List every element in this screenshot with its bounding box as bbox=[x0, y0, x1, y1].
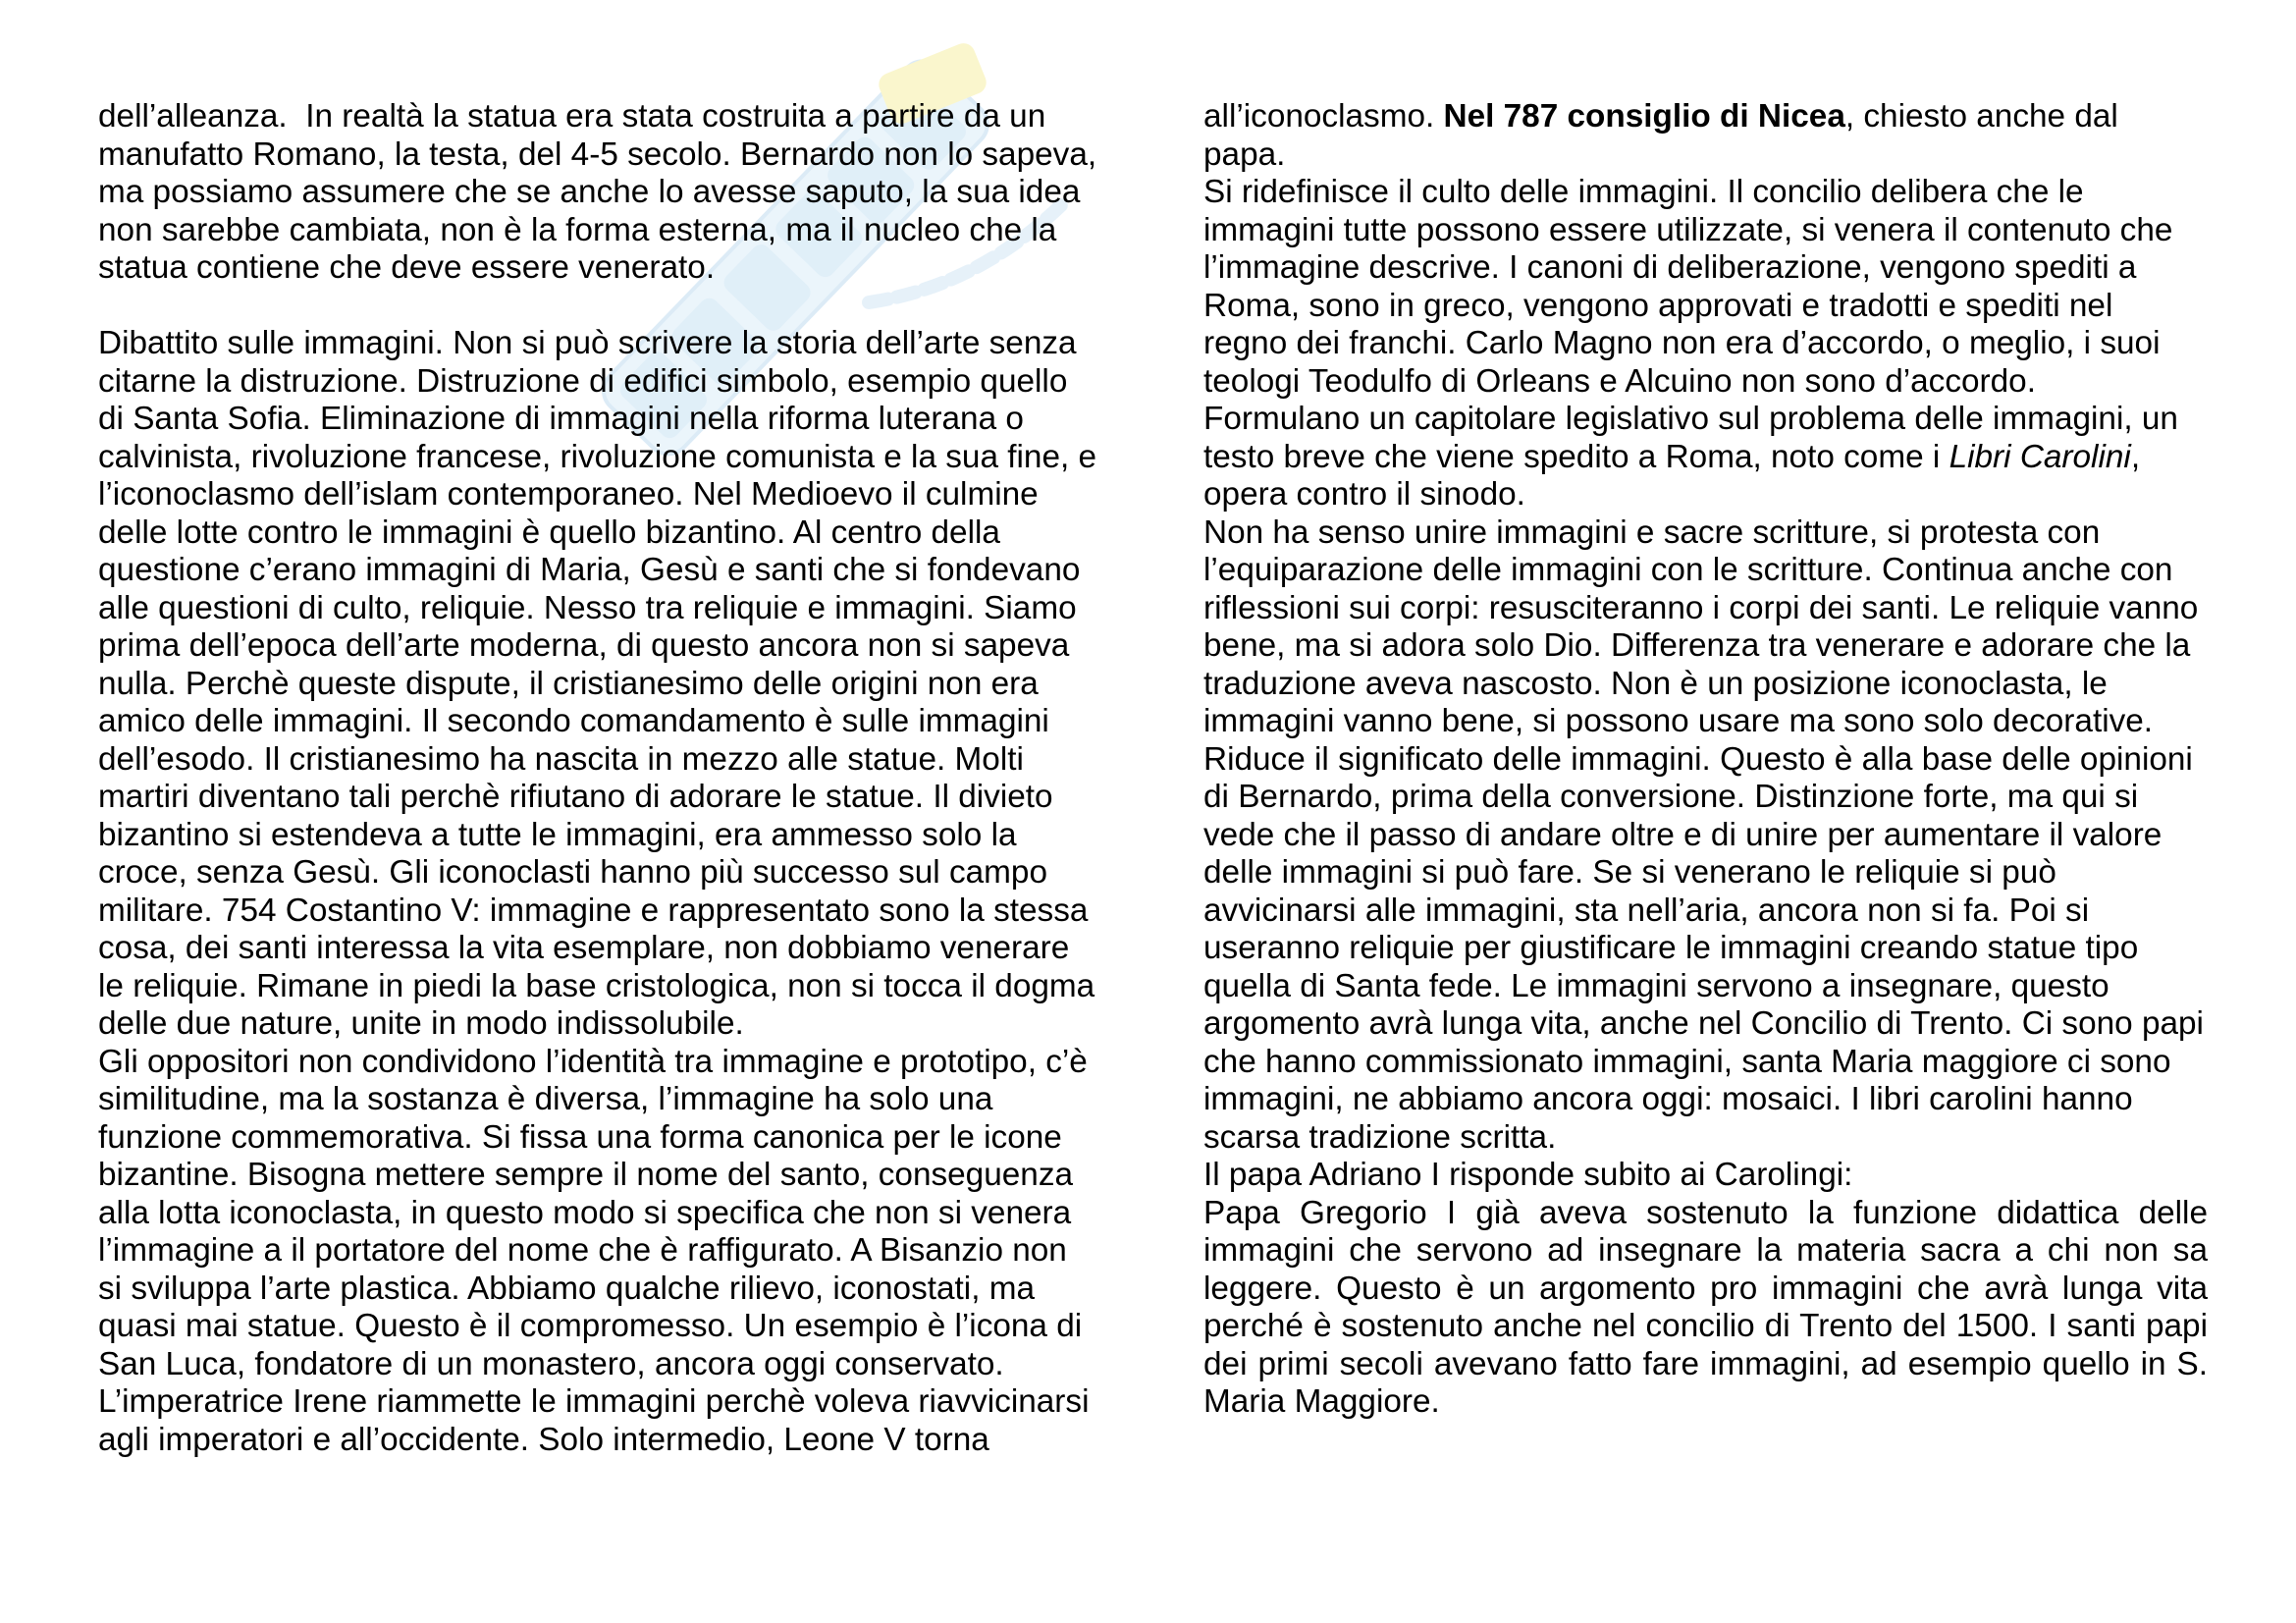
text-line bbox=[1203, 439, 2208, 477]
text-line: l’iconoclasmo dell’islam contemporaneo. Nel Medioevo il culmine bbox=[98, 476, 1039, 513]
text-line: le reliquie. Rimane in piedi la base cristologica, non si tocca il dogma bbox=[98, 967, 1095, 1004]
text-line: immagini tutte possono essere utilizzate, si venera il contenuto che bbox=[1203, 211, 2173, 248]
text-line: Papa Gregorio I già aveva sostenuto la funzione didattica delle bbox=[1203, 1194, 2208, 1231]
text-line: non sarebbe cambiata, non è la forma esterna, ma il nucleo che la bbox=[98, 211, 1057, 248]
text-line: dei primi secoli avevano fatto fare immagini, ad esempio quello in S. bbox=[1203, 1345, 2208, 1382]
text-line: immagini vanno bene, si possono usare ma sono solo decorative. bbox=[1203, 703, 2154, 739]
text-line: Roma, sono in greco, vengono approvati e tradotti e spediti nel bbox=[1203, 287, 2113, 324]
text-line: l’equiparazione delle immagini con le scritture. Continua anche con bbox=[1203, 552, 2173, 588]
text-line: statua contiene che deve essere venerato. bbox=[98, 249, 716, 286]
text-line: militare. 754 Costantino V: immagine e rappresentato sono la stessa bbox=[98, 892, 1089, 929]
text-line: immagini che servono ad insegnare la materia sacra a chi non sa bbox=[1203, 1232, 2208, 1269]
text-line: Dibattito sulle immagini. Non si può scrivere la storia dell’arte senza bbox=[98, 325, 1077, 361]
text-line: ma possiamo assumere che se anche lo avesse saputo, la sua idea bbox=[98, 174, 1081, 210]
text-line: martiri diventano tali perchè rifiutano di adorare le statue. Il divieto bbox=[98, 779, 1053, 815]
text-line: manufatto Romano, la testa, del 4-5 secolo. Bernardo non lo sapeva, bbox=[98, 135, 1097, 173]
text-line: papa. bbox=[1203, 135, 1286, 173]
text-line: questione c’erano immagini di Maria, Gesù e santi che si fondevano bbox=[98, 552, 1081, 588]
text-line: dell’alleanza. In realtà la statua era stata costruita a partire da un bbox=[98, 98, 1046, 135]
text-line: bizantine. Bisogna mettere sempre il nome del santo, conseguenza bbox=[98, 1157, 1074, 1193]
text-line: L’imperatrice Irene riammette le immagini perchè voleva riavvicinarsi bbox=[98, 1383, 1090, 1420]
text-line: traduzione aveva nascosto. Non è un posizione iconoclasta, le bbox=[1203, 665, 2108, 702]
text-line: scarsa tradizione scritta. bbox=[1203, 1118, 1557, 1156]
bold-text: Nel 787 consiglio di Nicea bbox=[1443, 98, 1845, 135]
paragraph-culto bbox=[1203, 174, 2208, 401]
text-line: di Santa Sofia. Eliminazione di immagini nella riforma luterana o bbox=[98, 401, 1024, 437]
text-run: , chiesto anche dal bbox=[1844, 98, 2118, 135]
text-line: che hanno commissionato immagini, santa Maria maggiore ci sono bbox=[1203, 1043, 2171, 1080]
text-line: similitudine, ma la sostanza è diversa, l’immagine ha solo una bbox=[98, 1081, 993, 1117]
text-line: alla lotta iconoclasta, in questo modo si specifica che non si venera bbox=[98, 1194, 1072, 1231]
paragraph-nicea bbox=[1203, 98, 2208, 174]
text-line: Maria Maggiore. bbox=[1203, 1383, 1440, 1420]
text-line: l’immagine a il portatore del nome che è raffigurato. A Bisanzio non bbox=[98, 1232, 1067, 1269]
text-line: regno dei franchi. Carlo Magno non era d’accordo, o meglio, i suoi bbox=[1203, 325, 2161, 361]
text-line: Si ridefinisce il culto delle immagini. Il concilio delibera che le bbox=[1203, 174, 2084, 210]
text-line: avvicinarsi alle immagini, sta nell’aria, ancora non si fa. Poi si bbox=[1203, 892, 2090, 929]
text-line: prima dell’epoca dell’arte moderna, di questo ancora non si sapeva bbox=[98, 627, 1070, 664]
text-line: nulla. Perchè queste dispute, il cristianesimo delle origini non era bbox=[98, 665, 1039, 702]
text-line: bizantino si estendeva a tutte le immagini, era ammesso solo la bbox=[98, 816, 1017, 853]
text-line: si sviluppa l’arte plastica. Abbiamo qualche rilievo, iconostati, ma bbox=[98, 1270, 1036, 1307]
text-run: all’iconoclasmo. bbox=[1203, 98, 1444, 135]
text-line: leggere. Questo è un argomento pro immagini che avrà lunga vita bbox=[1203, 1270, 2208, 1307]
right-column bbox=[1203, 98, 2208, 1422]
text-line: quasi mai statue. Questo è il compromesso. Un esempio è l’icona di bbox=[98, 1308, 1083, 1344]
text-line: riflessioni sui corpi: resusciteranno i corpi dei santi. Le reliquie vanno bbox=[1203, 589, 2199, 626]
paragraph-adriano bbox=[1203, 1157, 2208, 1195]
left-column bbox=[98, 98, 1103, 1459]
text-line: agli imperatori e all’occidente. Solo intermedio, Leone V torna bbox=[98, 1421, 989, 1458]
text-line: delle lotte contro le immagini è quello bizantino. Al centro della bbox=[98, 514, 1000, 551]
text-line: bene, ma si adora solo Dio. Differenza tra venerare e adorare che la bbox=[1203, 627, 2191, 664]
paragraph-oppositori bbox=[98, 1044, 1103, 1460]
paragraph-dibattito bbox=[98, 325, 1103, 1044]
text-line: vede che il passo di andare oltre e di unire per aumentare il valore bbox=[1203, 816, 2163, 853]
text-line: opera contro il sinodo. bbox=[1203, 476, 1525, 513]
text-line: teologi Teodulfo di Orleans e Alcuino non sono d’accordo. bbox=[1203, 362, 2036, 400]
text-line bbox=[1203, 98, 2208, 136]
text-line: delle immagini si può fare. Se si venerano le reliquie si può bbox=[1203, 854, 2056, 891]
text-line: amico delle immagini. Il secondo comandamento è sulle immagini bbox=[98, 703, 1049, 739]
text-line: Il papa Adriano I risponde subito ai Carolingi: bbox=[1203, 1157, 1853, 1193]
text-line: quella di Santa fede. Le immagini servono a insegnare, questo bbox=[1203, 967, 2109, 1004]
text-line: Gli oppositori non condividono l’identità tra immagine e prototipo, c’è bbox=[98, 1043, 1088, 1080]
text-line: di Bernardo, prima della conversione. Distinzione forte, ma qui si bbox=[1203, 779, 2139, 815]
text-line: delle due nature, unite in modo indissolubile. bbox=[98, 1005, 744, 1042]
text-line: perché è sostenuto anche nel concilio di Trento del 1500. I santi papi bbox=[1203, 1308, 2208, 1344]
text-line: useranno reliquie per giustificare le immagini creando statue tipo bbox=[1203, 930, 2139, 966]
text-line: croce, senza Gesù. Gli iconoclasti hanno più successo sul campo bbox=[98, 854, 1048, 891]
paragraph-scritture bbox=[1203, 514, 2208, 1158]
text-line: cosa, dei santi interessa la vita esemplare, non dobbiamo venerare bbox=[98, 930, 1070, 966]
paragraph-libri-carolini bbox=[1203, 401, 2208, 514]
text-line: Formulano un capitolare legislativo sul problema delle immagini, un bbox=[1203, 401, 2178, 437]
text-line: funzione commemorativa. Si fissa una forma canonica per le icone bbox=[98, 1118, 1062, 1156]
italic-text: Libri Carolini bbox=[1949, 438, 2131, 475]
text-run: testo breve che viene spedito a Roma, noto come i bbox=[1203, 438, 1949, 475]
text-line: l’immagine descrive. I canoni di deliberazione, vengono spediti a bbox=[1203, 249, 2137, 286]
text-line: Non ha senso unire immagini e sacre scritture, si protesta con bbox=[1203, 514, 2101, 551]
paragraph-gregorio bbox=[1203, 1195, 2208, 1422]
text-line: immagini, ne abbiamo ancora oggi: mosaici. I libri carolini hanno bbox=[1203, 1081, 2133, 1117]
paragraph-statua bbox=[98, 98, 1103, 288]
text-line: argomento avrà lunga vita, anche nel Concilio di Trento. Ci sono papi bbox=[1203, 1005, 2204, 1042]
text-line: alle questioni di culto, reliquie. Nesso tra reliquie e immagini. Siamo bbox=[98, 589, 1077, 626]
text-line: calvinista, rivoluzione francese, rivoluzione comunista e la sua fine, e bbox=[98, 438, 1097, 475]
text-line: dell’esodo. Il cristianesimo ha nascita in mezzo alle statue. Molti bbox=[98, 740, 1024, 778]
text-run: , bbox=[2130, 438, 2141, 475]
text-line: citarne la distruzione. Distruzione di edifici simbolo, esempio quello bbox=[98, 362, 1068, 400]
text-line: Riduce il significato delle immagini. Questo è alla base delle opinioni bbox=[1203, 740, 2193, 778]
text-line: San Luca, fondatore di un monastero, ancora oggi conservato. bbox=[98, 1345, 1004, 1382]
